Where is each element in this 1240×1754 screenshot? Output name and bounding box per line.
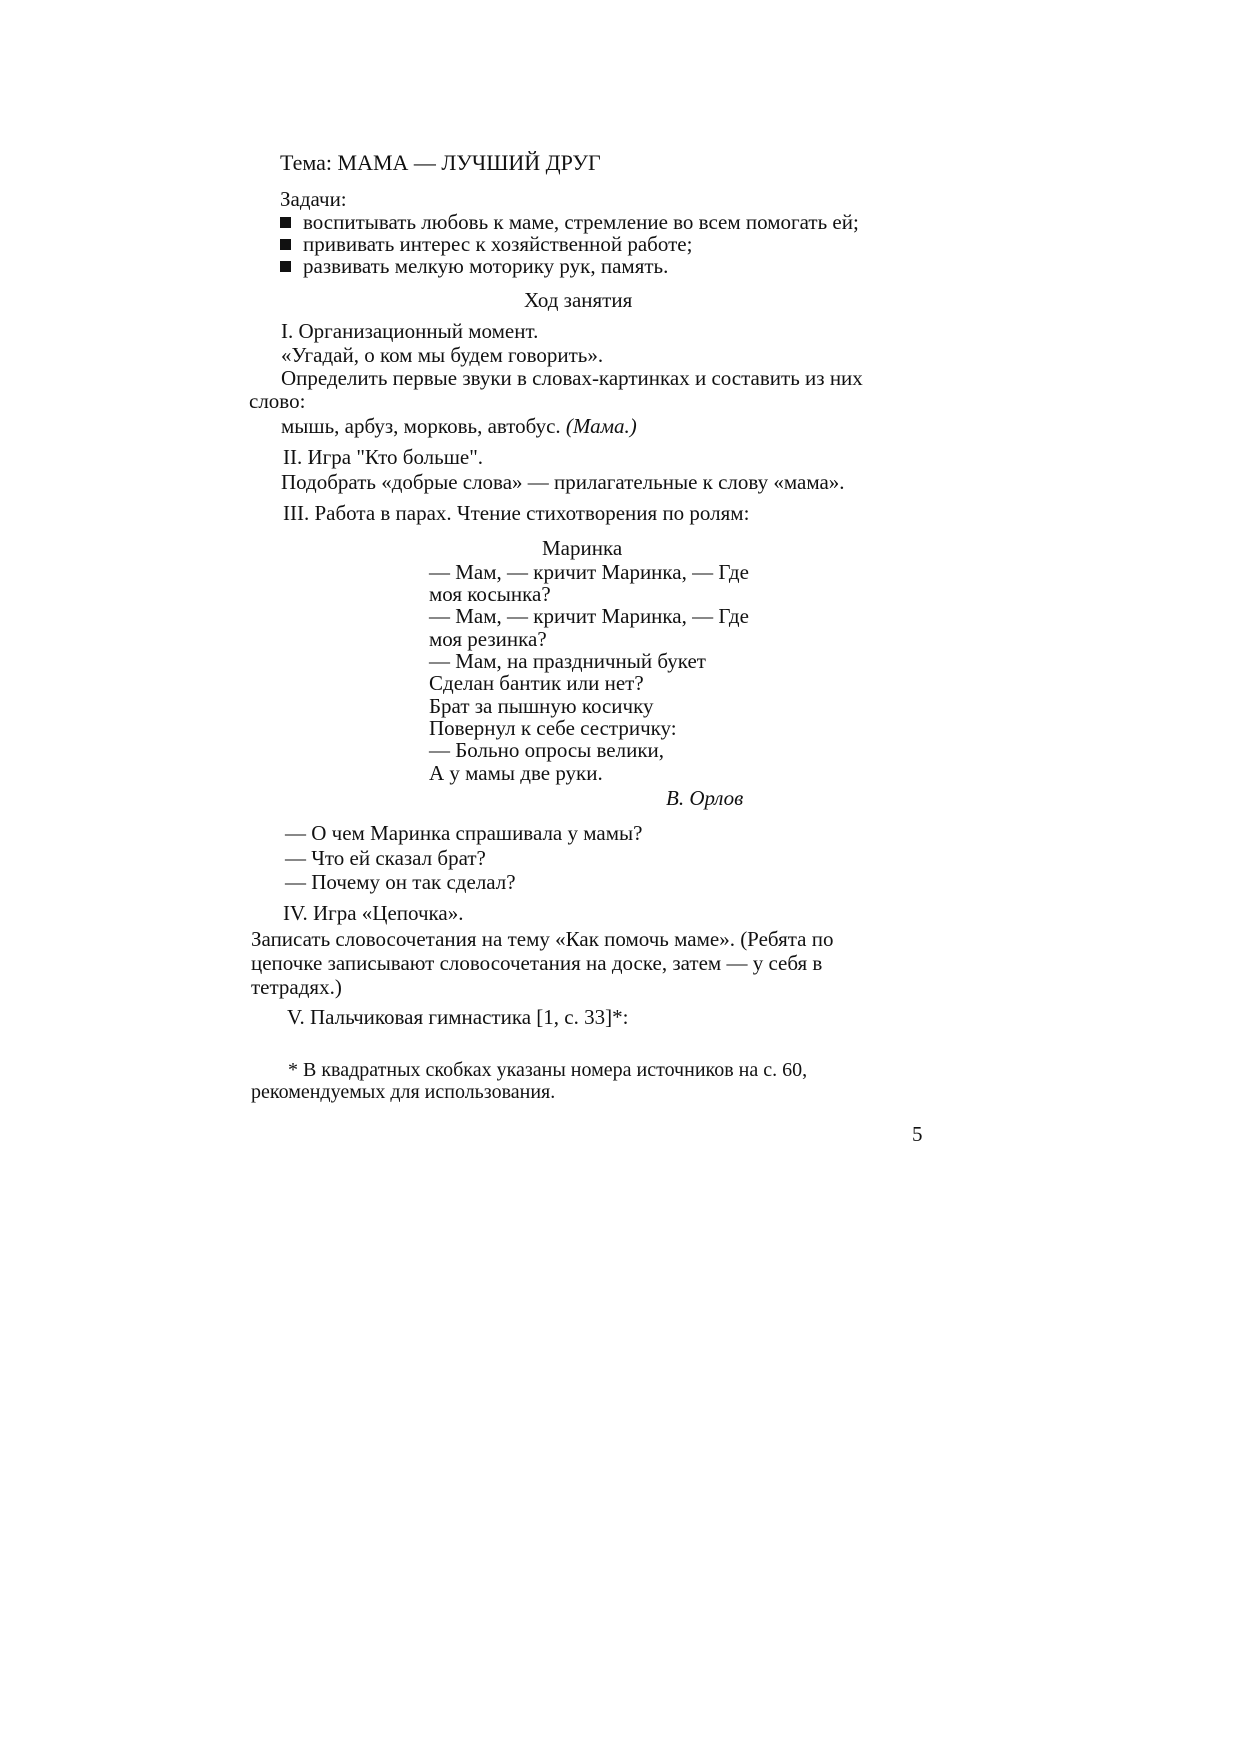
footnote-text: рекомендуемых для использования.	[251, 1081, 556, 1103]
task-item: прививать интерес к хозяйственной работе;	[280, 233, 692, 255]
step1-words: мышь, арбуз, морковь, автобус. (Мама.)	[281, 414, 637, 438]
page-number: 5	[912, 1122, 923, 1146]
step1-quote: «Угадай, о ком мы будем говорить».	[281, 343, 604, 367]
task-item: воспитывать любовь к маме, стремление во всем помогать ей;	[280, 211, 859, 233]
question: — Что ей сказал брат?	[285, 846, 486, 870]
question: — О чем Маринка спрашивала у мамы?	[285, 821, 643, 845]
topic-title: Тема: МАМА — ЛУЧШИЙ ДРУГ	[280, 150, 601, 175]
poem-line: моя резинка?	[429, 627, 547, 651]
poem-author: В. Орлов	[666, 786, 744, 810]
question: — Почему он так сделал?	[285, 870, 516, 894]
poem-title: Маринка	[542, 536, 623, 560]
step4-text: цепочке записывают словосочетания на доске, затем — у себя в	[251, 951, 823, 975]
poem-line: Сделан бантик или нет?	[429, 671, 644, 695]
bullet-icon	[280, 239, 291, 250]
step1-answer: (Мама.)	[565, 414, 637, 438]
poem-line: — Мам, — кричит Маринка, — Где	[429, 560, 749, 584]
step4-text: тетрадях.)	[251, 975, 342, 999]
bullet-icon	[280, 217, 291, 228]
step4-title: IV. Игра «Цепочка».	[283, 901, 464, 925]
tasks-heading: Задачи:	[280, 187, 347, 211]
poem-line: Брат за пышную косичку	[429, 694, 654, 718]
poem-line: Повернул к себе сестричку:	[429, 716, 677, 740]
task-item: развивать мелкую моторику рук, память.	[280, 255, 668, 277]
step5-title: V. Пальчиковая гимнастика [1, с. 33]*:	[287, 1005, 629, 1029]
poem-line: — Мам, на праздничный букет	[429, 649, 706, 673]
step3-title: III. Работа в парах. Чтение стихотворения по ролям:	[283, 501, 750, 525]
footnote-text: * В квадратных скобках указаны номера источников на с. 60,	[288, 1059, 808, 1081]
step2-text: Подобрать «добрые слова» — прилагательные к слову «мама».	[281, 470, 845, 494]
step4-text: Записать словосочетания на тему «Как помочь маме». (Ребята по	[251, 927, 834, 951]
step1-title: I. Организационный момент.	[281, 319, 539, 343]
step1-instruction-cont: слово:	[249, 389, 306, 413]
poem-line: — Больно опросы велики,	[429, 738, 665, 762]
poem-line: А у мамы две руки.	[429, 761, 603, 785]
poem-line: — Мам, — кричит Маринка, — Где	[429, 604, 749, 628]
lesson-heading: Ход занятия	[524, 288, 633, 312]
bullet-icon	[280, 261, 291, 272]
step1-instruction: Определить первые звуки в словах-картинках и составить из них	[281, 366, 863, 390]
step2-title: II. Игра "Кто больше".	[283, 445, 484, 469]
poem-line: моя косынка?	[429, 582, 551, 606]
